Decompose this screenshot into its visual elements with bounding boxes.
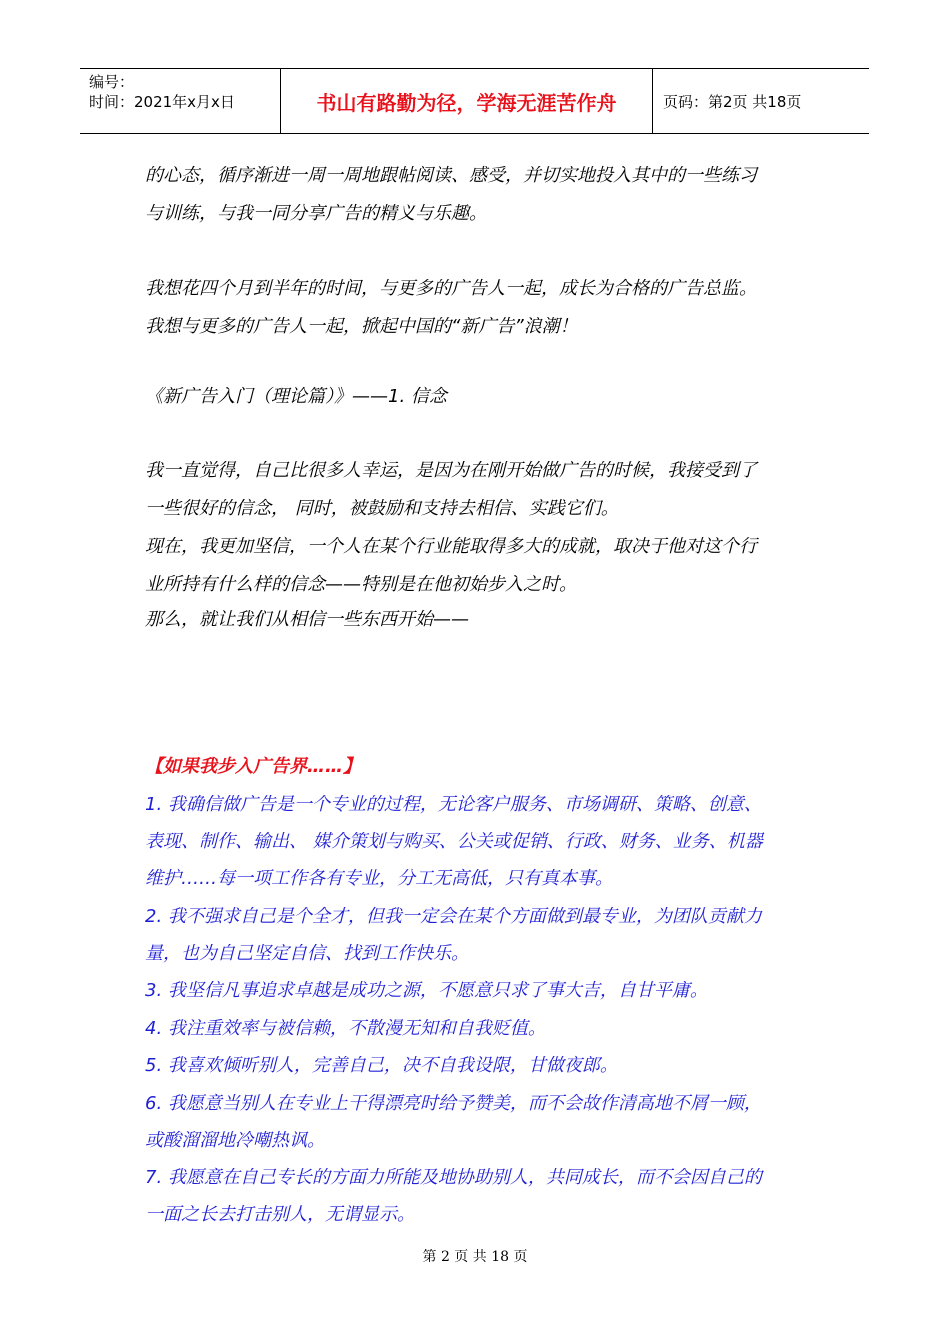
belief-line-3: 现在，我更加坚信，一个人在某个行业能取得多大的成就，取决于他对这个行 — [145, 536, 757, 557]
belief-line-4: 业所持有什么样的信念——特别是在他初始步入之时。 — [145, 574, 577, 595]
if-line: 7. 我愿意在自己专长的方面力所能及地协助别人，共同成长，而不会因自己的 — [145, 1167, 762, 1188]
if-line: 3. 我坚信凡事追求卓越是成功之源，不愿意只求了事大吉，自甘平庸。 — [145, 980, 708, 1001]
header-meta-cell — [80, 69, 281, 133]
document-number-label: 编号： — [89, 73, 135, 91]
if-line: 5. 我喜欢倾听别人，完善自己，决不自我设限，甘做夜郎。 — [145, 1055, 618, 1076]
belief-line-1: 我一直觉得，自己比很多人幸运，是因为在刚开始做广告的时候，我接受到了 — [145, 460, 757, 481]
if-line: 表现、制作、输出、 媒介策划与购买、公关或促销、行政、财务、业务、机器 — [145, 831, 763, 852]
header-motto: 书山有路勤为径，学海无涯苦作舟 — [281, 69, 653, 133]
belief-line-5: 那么，就让我们从相信一些东西开始—— — [145, 609, 469, 630]
intro-line-1: 的心态，循序渐进一周一周地跟帖阅读、感受，并切实地投入其中的一些练习 — [145, 165, 757, 186]
section-title: 《新广告入门（理论篇）》——1. 信念 — [145, 386, 447, 407]
if-line: 2. 我不强求自己是个全才，但我一定会在某个方面做到最专业，为团队贡献力 — [145, 906, 762, 927]
if-line: 维护……每一项工作各有专业，分工无高低，只有真本事。 — [145, 868, 613, 889]
if-line: 量，也为自己坚定自信、找到工作快乐。 — [145, 943, 469, 964]
header-page-info: 页码：第2页 共18页 — [663, 92, 802, 111]
if-section-heading: 【如果我步入广告界……】 — [145, 756, 361, 777]
intro-line-2: 与训练，与我一同分享广告的精义与乐趣。 — [145, 203, 487, 224]
page-header — [80, 68, 869, 134]
if-line: 1. 我确信做广告是一个专业的过程，无论客户服务、市场调研、策略、创意、 — [145, 794, 762, 815]
if-line: 一面之长去打击别人，无谓显示。 — [145, 1204, 415, 1225]
document-time-label: 时间：2021年x月x日 — [89, 93, 235, 111]
page-footer: 第 2 页 共 18 页 — [422, 1249, 528, 1265]
intro-line-3: 我想花四个月到半年的时间，与更多的广告人一起，成长为合格的广告总监。 — [145, 278, 757, 299]
intro-line-4: 我想与更多的广告人一起，掀起中国的“新广告”浪潮！ — [145, 316, 578, 337]
if-line: 4. 我注重效率与被信赖，不散漫无知和自我贬值。 — [145, 1018, 546, 1039]
belief-line-2: 一些很好的信念， 同时，被鼓励和支持去相信、实践它们。 — [145, 498, 619, 519]
if-line: 6. 我愿意当别人在专业上干得漂亮时给予赞美，而不会故作清高地不屑一顾， — [145, 1093, 762, 1114]
if-line: 或酸溜溜地冷嘲热讽。 — [145, 1130, 325, 1151]
